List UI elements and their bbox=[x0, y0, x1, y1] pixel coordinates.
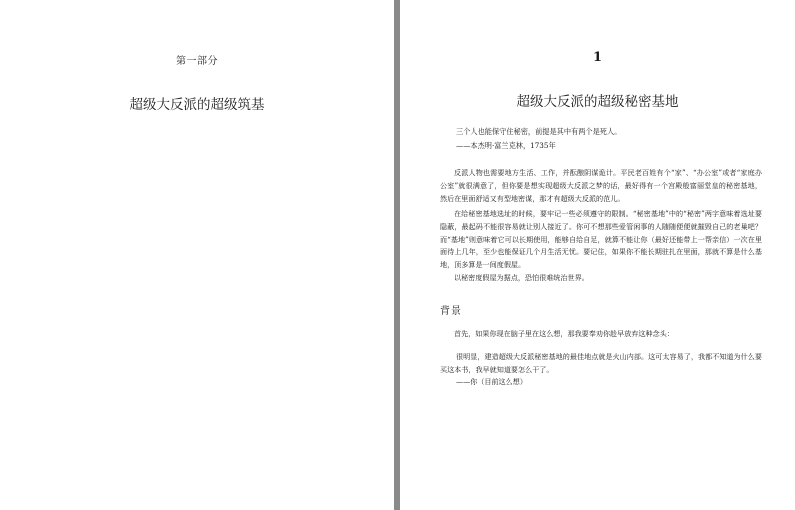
chapter-title: 超级大反派的超级秘密基地 bbox=[516, 94, 679, 110]
part-title: 超级大反派的超级筑基 bbox=[129, 97, 265, 113]
block-quote: 很明显，建造超级大反派秘密基地的最佳地点就是火山内部。这可太容易了，我都不知道为什么要买这本书，我早就知道要怎么干了。 bbox=[440, 352, 762, 374]
right-page bbox=[400, 0, 795, 510]
body-paragraph: 以秘密度假屋为据点，恐怕很难统治世界。 bbox=[454, 273, 589, 282]
chapter-number: 1 bbox=[592, 50, 603, 65]
epigraph-source: ——本杰明·富兰克林，1735年 bbox=[456, 141, 556, 150]
section-heading: 背景 bbox=[440, 306, 462, 317]
epigraph-quote: 三个人也能保守住秘密，前提是其中有两个是死人。 bbox=[456, 127, 622, 136]
section-paragraph: 首先，如果你现在脑子里在这么想，那我要奉劝你趁早放弃这种念头： bbox=[454, 329, 674, 338]
left-page bbox=[0, 0, 394, 510]
quote-attribution: ——你（目前这么想） bbox=[456, 377, 527, 386]
part-label: 第一部分 bbox=[176, 56, 218, 67]
body-paragraph: 在给秘密基地选址的时候，要牢记一些必须遵守的限制。“秘密基地”中的“秘密”两字意味着选址要隐蔽，最起码不能很容易就让别人接近了。你可不想那些爱管闲事的人随随便便就摧毁自己的老巢吧？而“基地”则意味着它可以长期使用，能够自给自足，就算不能让你（最好还能带上一帮亲信）一次在里面待上几年，至少也能保证几个月生活无忧。要记住，如果你不能长期驻扎在里面，那就不算是什么基地，顶多算是一间度假屋。 bbox=[440, 209, 762, 270]
body-paragraph: 反派人物也需要地方生活、工作，并酝酿阴谋诡计。平民老百姓有个“家”、“办公室”或者“家庭办公室”就很满意了，但你要是想实现超级大反派之梦的话，最好得有一个宫殿般富丽堂皇的秘密基地，然后在里面舒适又有型地密谋，那才有超级大反派的范儿。 bbox=[440, 168, 762, 203]
